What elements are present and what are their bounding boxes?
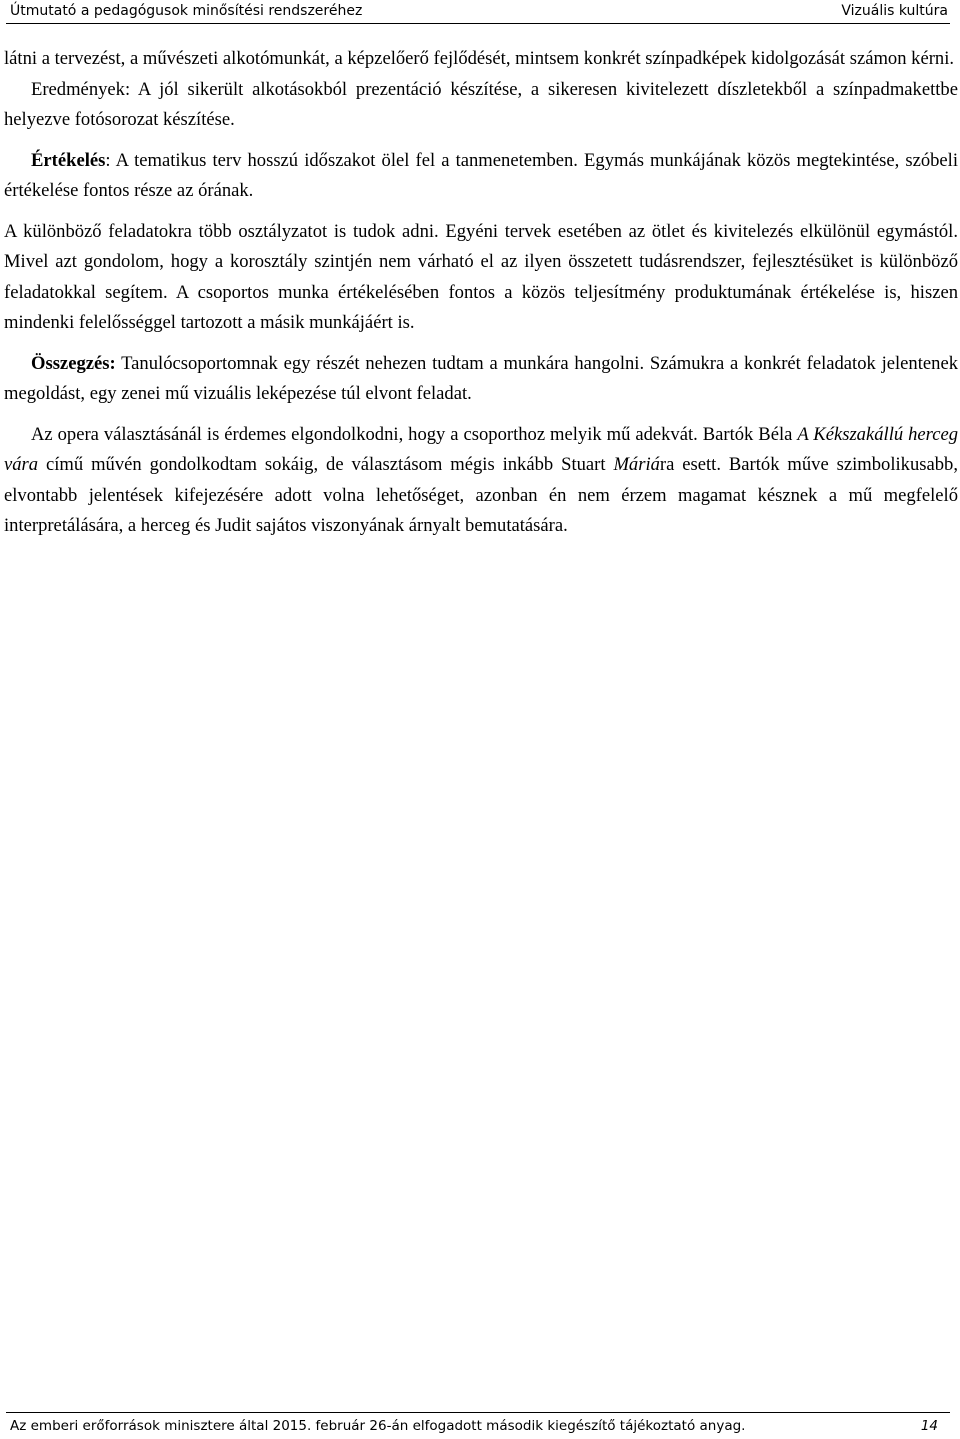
header-document-title: Útmutató a pedagógusok minősítési rendszeréhez bbox=[10, 3, 363, 19]
summary-text: Tanulócsoportomnak egy részét nehezen tudtam a munkára hangolni. Számukra a konkrét feladatok jelentenek megoldást, egy zenei mű vizuális leképezése túl elvont feladat. bbox=[4, 352, 958, 404]
page-header bbox=[6, 0, 950, 24]
paragraph-intro: látni a tervezést, a művészeti alkotómunkát, a képzelőerő fejlődését, mintsem konkrét színpadképek kidolgozását számon kérni. bbox=[4, 48, 955, 69]
opera-title: A Kékszakállú herceg vára bbox=[4, 423, 958, 475]
opera-maria: Máriá bbox=[613, 454, 660, 475]
opera-text-b: című művén gondolkodtam sokáig, de választásom mégis inkább Stuart bbox=[38, 454, 614, 475]
paragraph-grading: A különböző feladatokra több osztályzatot is tudok adni. Egyéni tervek esetében az ötlet és kivitelezés elkülönül egymástól. Mivel azt gondolom, hogy a korosztály szintjén nem várható el az ilyen összetett tudásrendszer, fejlesztésüket is különböző feladatokkal segítem. A csoportos munka értékelésében fontos a közös teljesítmény produktumának értékelése is, hiszen mindenki felelősséggel tartozott a másik munkájáért is. bbox=[4, 220, 958, 333]
footer-note: Az emberi erőforrások minisztere által 2015. február 26-án elfogadott második kiegészítő tájékoztató anyag. bbox=[10, 1418, 746, 1434]
paragraph-summary bbox=[4, 349, 958, 410]
paragraph-results: Eredmények: A jól sikerült alkotásokból prezentáció készítése, a sikeresen kivitelezett díszletekből a színpadmakettbe helyezve fotósorozat készítése. bbox=[4, 78, 958, 130]
document-body bbox=[4, 44, 958, 542]
evaluation-label: Értékelés bbox=[31, 149, 106, 171]
opera-text-c: ra esett. Bartók műve szimbolikusabb, elvontabb jelentések kifejezésére adott volna lehetőséget, azonban én nem érzem magamat késznek a mű megfelelő interpretálására, a herceg és Judit sajátos viszonyának árnyalt bemutatására. bbox=[4, 454, 959, 536]
page-number: 14 bbox=[920, 1418, 938, 1434]
opera-text-a: Az opera választásánál is érdemes elgondolkodni, hogy a csoporthoz melyik mű adekvát. Bartók Béla bbox=[31, 423, 798, 445]
summary-label: Összegzés: bbox=[31, 352, 116, 374]
header-section-title: Vizuális kultúra bbox=[841, 3, 948, 19]
evaluation-text: : A tematikus terv hosszú időszakot ölel fel a tanmenetemben. Egymás munkájának közös megtekintése, szóbeli értékelése fontos része az órának. bbox=[4, 149, 958, 201]
paragraph-evaluation bbox=[4, 146, 958, 207]
page-footer bbox=[6, 1412, 950, 1439]
paragraph-opera-choice bbox=[4, 420, 958, 542]
